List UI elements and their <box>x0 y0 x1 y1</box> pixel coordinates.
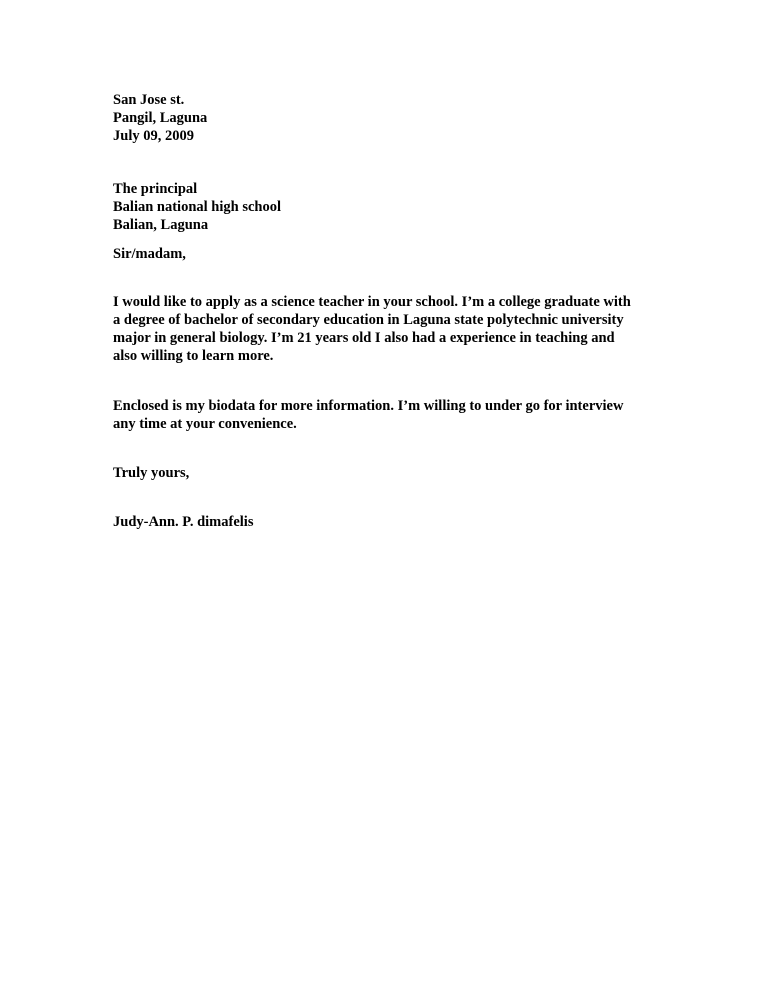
sender-street: San Jose st. <box>113 92 185 108</box>
sender-city: Pangil, Laguna <box>113 110 208 126</box>
body-paragraph-2 <box>113 397 663 433</box>
cover-letter <box>113 91 663 531</box>
signature-name: Judy-Ann. P. dimafelis <box>113 514 254 530</box>
paragraph-line: any time at your convenience. <box>113 416 297 432</box>
paragraph-line: major in general biology. I’m 21 years old I also had a experience in teaching and <box>113 330 615 346</box>
recipient-school: Balian national high school <box>113 199 282 215</box>
paragraph-line: a degree of bachelor of secondary education in Laguna state polytechnic university <box>113 312 624 328</box>
recipient-address <box>113 180 663 234</box>
paragraph-line: I would like to apply as a science teacher in your school. I’m a college graduate with <box>113 294 631 310</box>
body-paragraph-1 <box>113 293 663 365</box>
recipient-city: Balian, Laguna <box>113 217 209 233</box>
letter-date: July 09, 2009 <box>113 128 194 144</box>
sender-address <box>113 91 663 145</box>
closing-text: Truly yours, <box>113 465 190 481</box>
recipient-title: The principal <box>113 181 198 197</box>
salutation-text: Sir/madam, <box>113 246 186 262</box>
paragraph-line: also willing to learn more. <box>113 348 274 364</box>
signature <box>113 513 663 531</box>
salutation <box>113 245 663 263</box>
paragraph-line: Enclosed is my biodata for more information. I’m willing to under go for interview <box>113 398 624 414</box>
closing <box>113 464 663 482</box>
